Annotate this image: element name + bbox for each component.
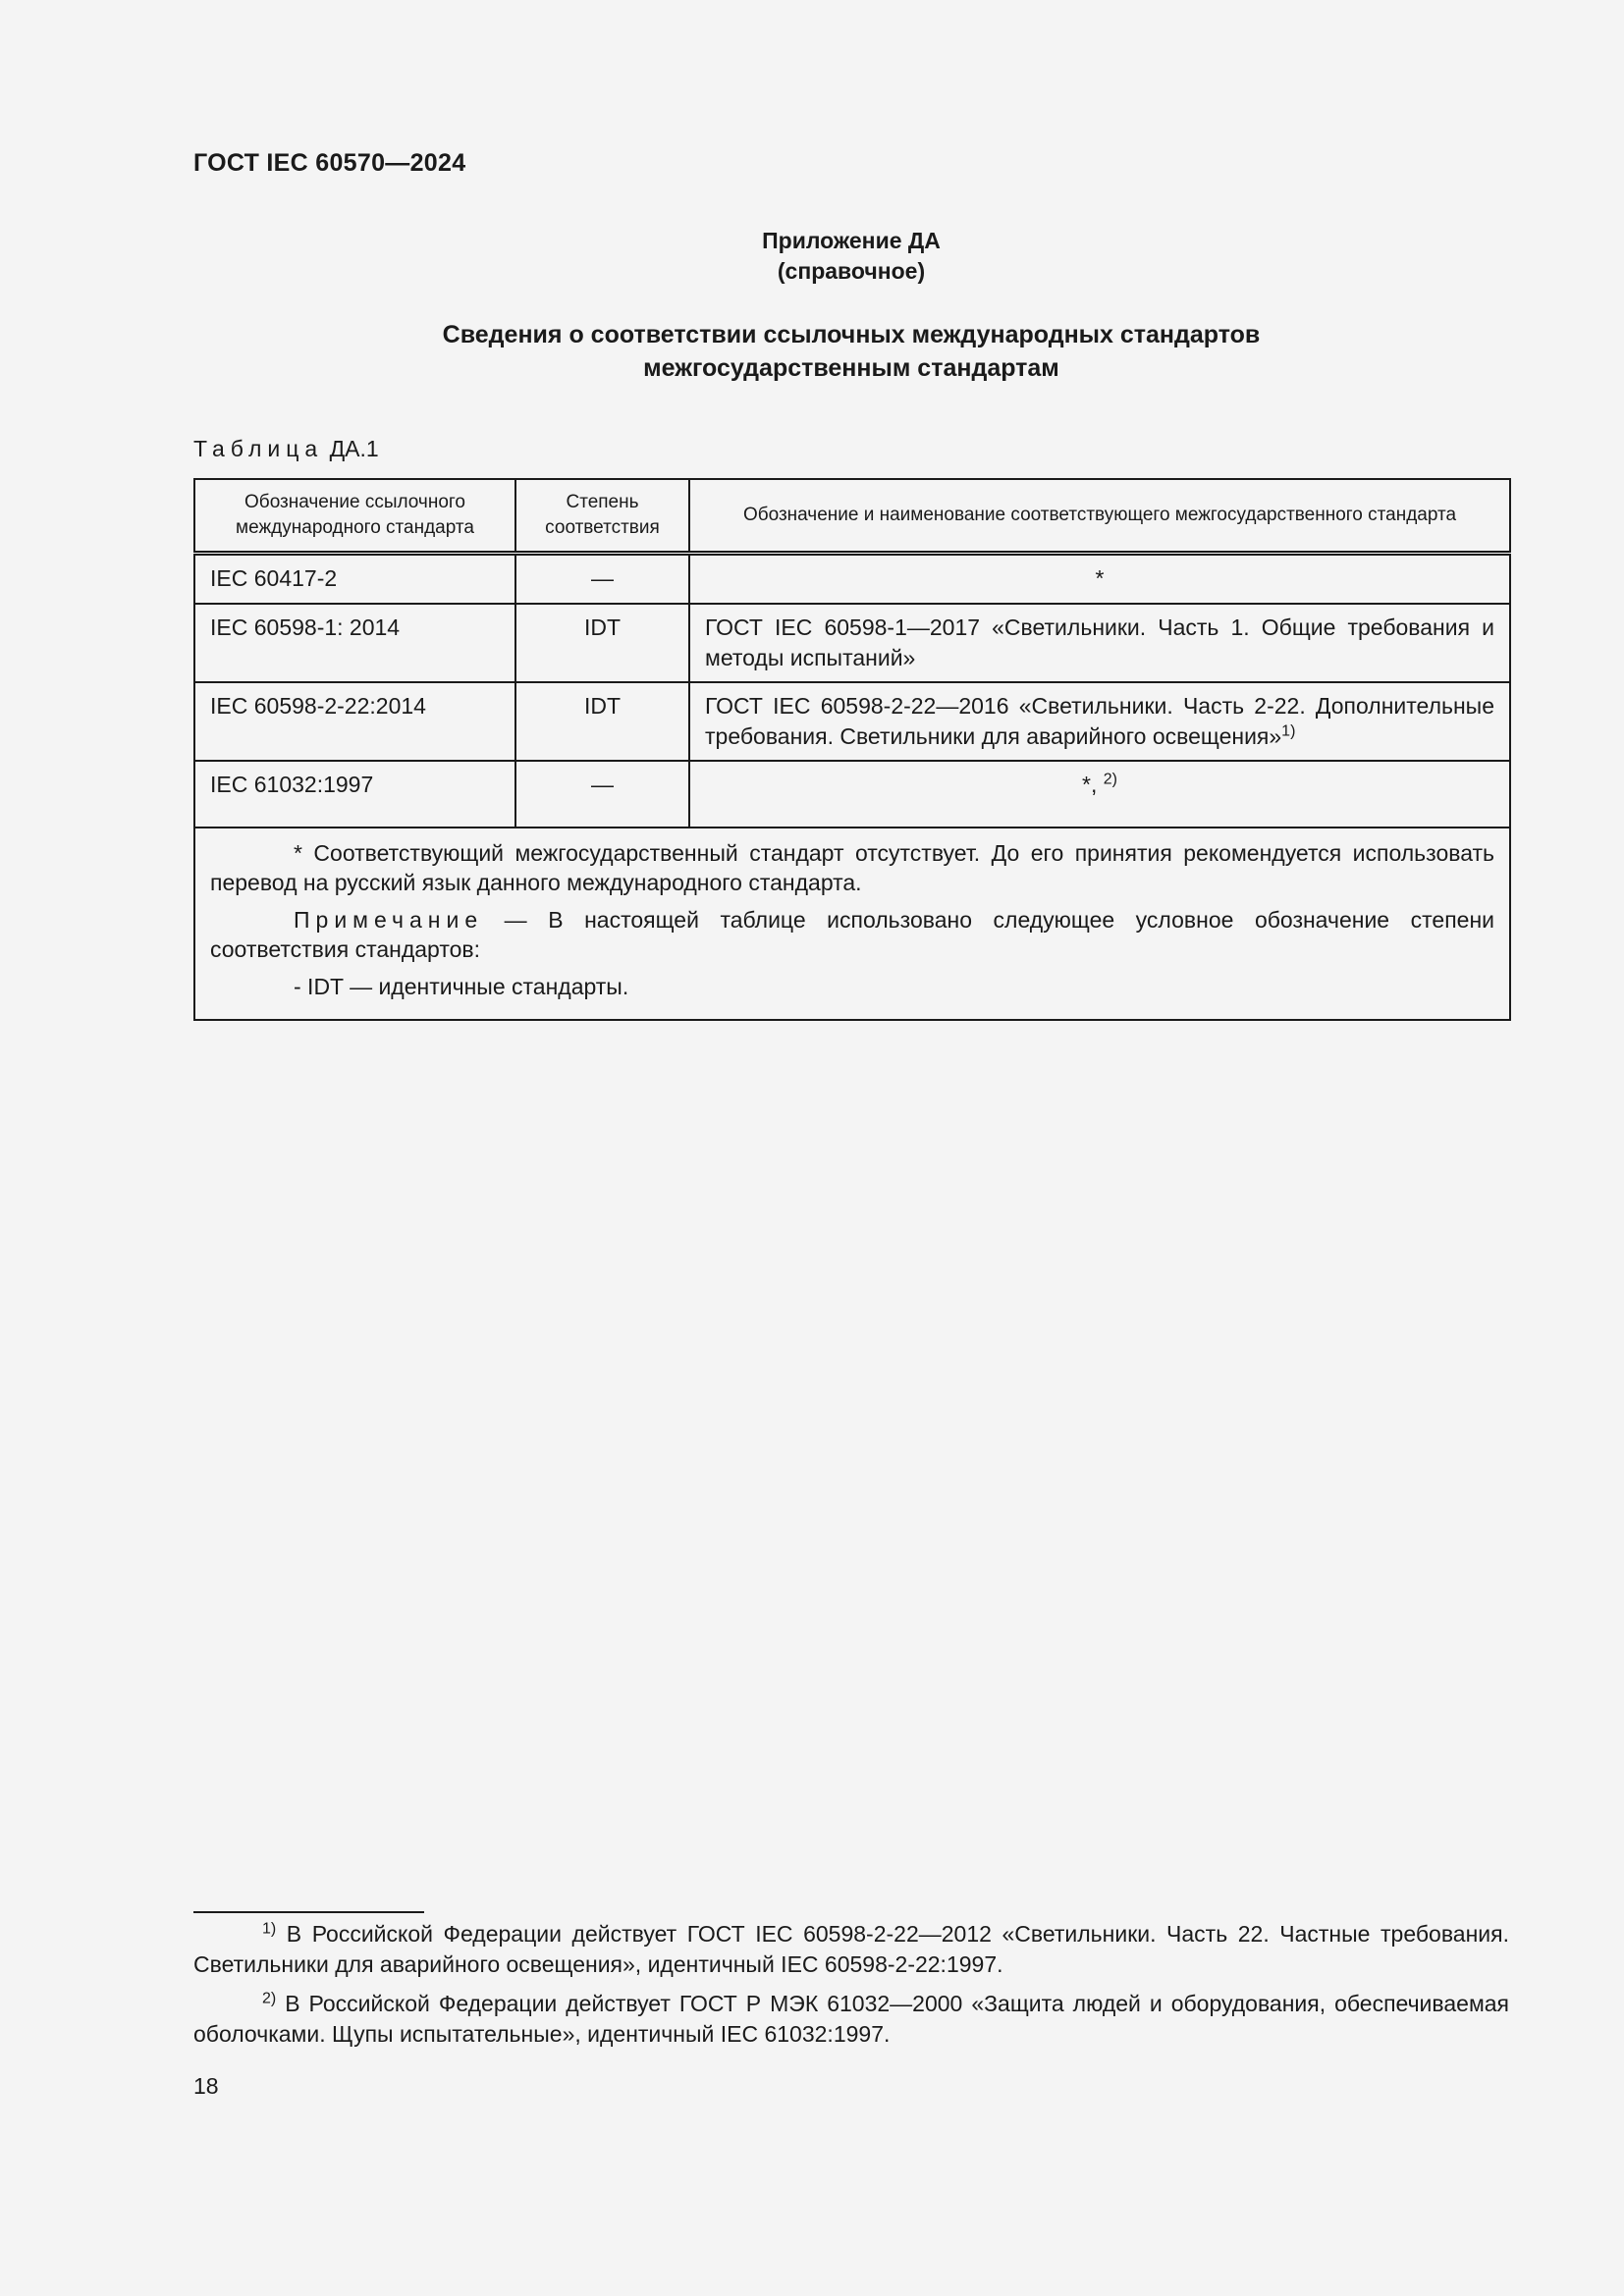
footnote-text: В Российской Федерации действует ГОСТ IEC 60598-2-22—2012 «Светильники. Часть 22. Частные требования. Светильники для аварийного освещения», идентичный IEC 60598-2-22:1997. — [193, 1921, 1509, 1977]
footnote-divider — [193, 1911, 424, 1913]
footnote-mark: 2) — [262, 1990, 277, 2007]
document-id: ГОСТ IEC 60570—2024 — [193, 149, 466, 177]
footnote-mark: 1) — [262, 1920, 277, 1938]
cell-name — [689, 682, 1510, 761]
cell-degree: IDT — [515, 604, 689, 682]
table-row — [194, 604, 1510, 682]
table-notes-row — [194, 828, 1510, 1020]
asterisk-note: * Соответствующий межгосударственный стандарт отсутствует. До его принятия рекомендуется использовать перевод на русский язык данного международного стандарта. — [210, 840, 1494, 895]
footnote-text: В Российской Федерации действует ГОСТ Р МЭК 61032—2000 «Защита людей и оборудования, обеспечиваемая оболочками. Щупы испытательные», идентичный IEC 61032:1997. — [193, 1991, 1509, 2047]
annex-type: (справочное) — [777, 258, 926, 284]
note-text: — В настоящей таблице использовано следующее условное обозначение степени соответствия стандартов: — [210, 907, 1494, 962]
section-heading — [193, 318, 1509, 385]
table-caption — [193, 436, 379, 462]
footnotes — [193, 1919, 1509, 2058]
footnote-ref-2[interactable]: 2) — [1103, 771, 1117, 788]
footnote-1 — [193, 1919, 1509, 1980]
cell-ref: IEC 60417-2 — [194, 554, 515, 605]
table-row — [194, 761, 1510, 828]
list-item: - IDT — идентичные стандарты. — [294, 974, 629, 999]
annex-title: Приложение ДА — [762, 228, 941, 253]
cell-name-text: ГОСТ IEC 60598-2-22—2016 «Светильники. Часть 2-22. Дополнительные требования. Светильники для аварийного освещения» — [705, 693, 1494, 749]
cell-name-text: *, — [1082, 772, 1104, 797]
table-caption-word: Таблица — [193, 436, 324, 461]
table-row — [194, 554, 1510, 605]
cell-name: * — [689, 554, 1510, 605]
cell-name — [689, 761, 1510, 828]
cell-name: ГОСТ IEC 60598-1—2017 «Светильники. Часть 1. Общие требования и методы испытаний» — [689, 604, 1510, 682]
header-interstate-standard: Обозначение и наименование соответствующего межгосударственного стандарта — [689, 479, 1510, 554]
table-row — [194, 682, 1510, 761]
heading-line-2: межгосударственным стандартам — [643, 354, 1059, 382]
table-header-row — [194, 479, 1510, 554]
table-caption-number: ДА.1 — [329, 436, 379, 461]
standards-table — [193, 478, 1511, 1021]
footnote-2 — [193, 1989, 1509, 2050]
heading-line-1: Сведения о соответствии ссылочных международных стандартов — [442, 321, 1261, 348]
page-number: 18 — [193, 2073, 219, 2099]
degree-note — [210, 905, 1494, 964]
cell-degree: — — [515, 554, 689, 605]
cell-ref: IEC 60598-1: 2014 — [194, 604, 515, 682]
cell-ref: IEC 61032:1997 — [194, 761, 515, 828]
header-ref-standard: Обозначение ссылочного международного стандарта — [194, 479, 515, 554]
table-notes — [194, 828, 1510, 1020]
cell-ref: IEC 60598-2-22:2014 — [194, 682, 515, 761]
footnote-ref-1[interactable]: 1) — [1281, 722, 1296, 740]
cell-degree: IDT — [515, 682, 689, 761]
annex-block — [193, 226, 1509, 287]
note-label: Примечание — [294, 907, 484, 933]
cell-degree: — — [515, 761, 689, 828]
header-degree: Степень соответствия — [515, 479, 689, 554]
